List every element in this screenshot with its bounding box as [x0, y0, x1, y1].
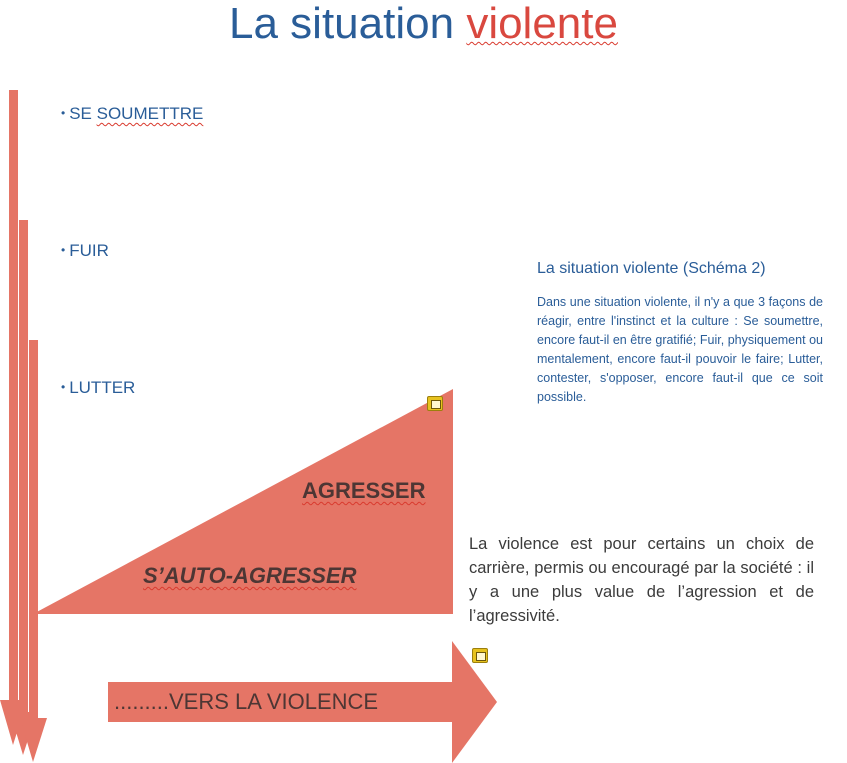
picture-icon[interactable]: [427, 396, 443, 411]
note-text: La violence est pour certains un choix de carrière, permis ou encouragé par la société : il y a une plus value de l’agression et de l’agressivité.: [469, 535, 814, 625]
side-panel-text: Dans une situation violente, il n'y a que 3 façons de réagir, entre l'instinct et la culture : Se soumettre, encore faut-il en être gratifié; Fuir, physiquement ou mentalement, encore faut-il pouvoir le faire; Lutter, contester, s'opposer, encore faut-il que ce soit possible.: [537, 295, 823, 404]
title-accent: violente: [466, 0, 618, 48]
title-main: La situation: [229, 0, 455, 48]
label-auto-agresser: S’AUTO-AGRESSER: [143, 563, 357, 588]
label-agresser: AGRESSER: [302, 478, 426, 503]
bullet-lutter: • LUTTER: [61, 378, 136, 397]
arrow-label: .........VERS LA VIOLENCE: [114, 689, 379, 714]
bullet-fuir: • FUIR: [61, 241, 109, 260]
picture-icon[interactable]: [472, 648, 488, 663]
side-panel-title: La situation violente (Schéma 2): [537, 260, 766, 277]
bullet-soumettre: • SE SOUMETTRE: [61, 104, 204, 123]
